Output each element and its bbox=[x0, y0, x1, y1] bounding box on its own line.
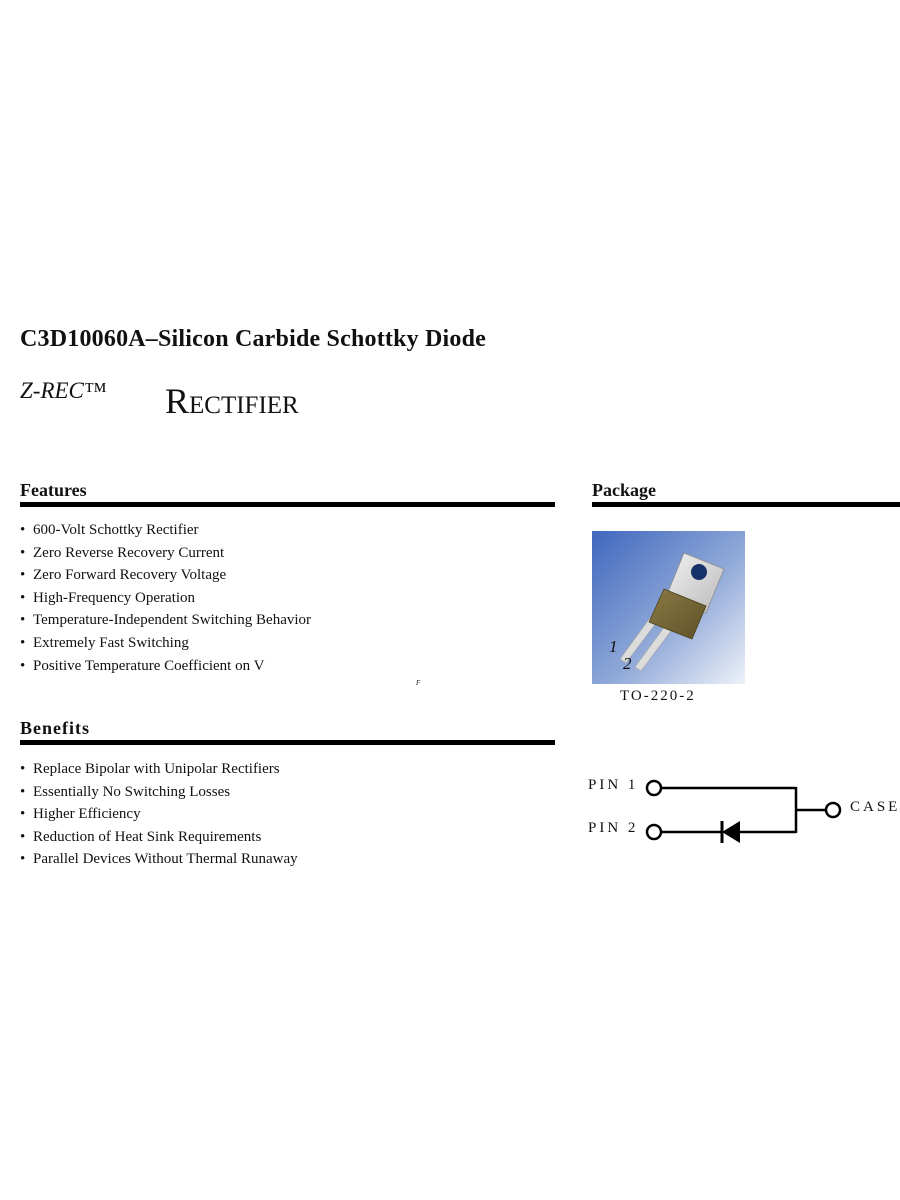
product-series: Z-REC™ bbox=[20, 378, 107, 403]
benefit-item: • Reduction of Heat Sink Requirements bbox=[20, 826, 298, 849]
pin2-terminal bbox=[647, 825, 661, 839]
pin1-label: PIN 1 bbox=[588, 777, 639, 793]
feature-item: • Temperature-Independent Switching Behavior bbox=[20, 609, 311, 632]
mounting-hole bbox=[691, 564, 707, 580]
case-terminal bbox=[826, 803, 840, 817]
package-rule bbox=[592, 502, 900, 507]
package-heading: Package bbox=[592, 480, 656, 500]
feature-item: • Zero Forward Recovery Voltage bbox=[20, 564, 311, 587]
feature-item: • Extremely Fast Switching bbox=[20, 632, 311, 655]
pin2-label: PIN 2 bbox=[588, 820, 639, 836]
benefit-item: • Parallel Devices Without Thermal Runaway bbox=[20, 848, 298, 871]
benefit-item: • Higher Efficiency bbox=[20, 803, 298, 826]
feature-subscript: F bbox=[416, 679, 421, 687]
feature-item: • Positive Temperature Coefficient on V bbox=[20, 655, 311, 678]
features-rule bbox=[20, 502, 555, 507]
feature-item: • High-Frequency Operation bbox=[20, 587, 311, 610]
photo-pin2-label: 2 bbox=[623, 654, 632, 673]
benefits-heading: Benefits bbox=[20, 718, 90, 738]
benefit-item: • Essentially No Switching Losses bbox=[20, 781, 298, 804]
benefit-item: • Replace Bipolar with Unipolar Rectifiers bbox=[20, 758, 298, 781]
product-subtitle: Rectifier bbox=[165, 381, 299, 421]
features-heading: Features bbox=[20, 480, 87, 500]
case-label: CASE bbox=[850, 799, 900, 815]
document-title: C3D10060A–Silicon Carbide Schottky Diode bbox=[20, 326, 487, 352]
photo-pin1-label: 1 bbox=[609, 637, 618, 656]
benefits-list bbox=[20, 758, 298, 871]
diode-schematic bbox=[640, 770, 850, 850]
pin1-terminal bbox=[647, 781, 661, 795]
feature-item: • Zero Reverse Recovery Current bbox=[20, 542, 311, 565]
package-name: TO-220-2 bbox=[620, 688, 696, 704]
diode-icon bbox=[722, 821, 740, 843]
features-list bbox=[20, 519, 311, 677]
benefits-rule bbox=[20, 740, 555, 745]
package-photo bbox=[592, 531, 745, 684]
feature-item: • 600-Volt Schottky Rectifier bbox=[20, 519, 311, 542]
